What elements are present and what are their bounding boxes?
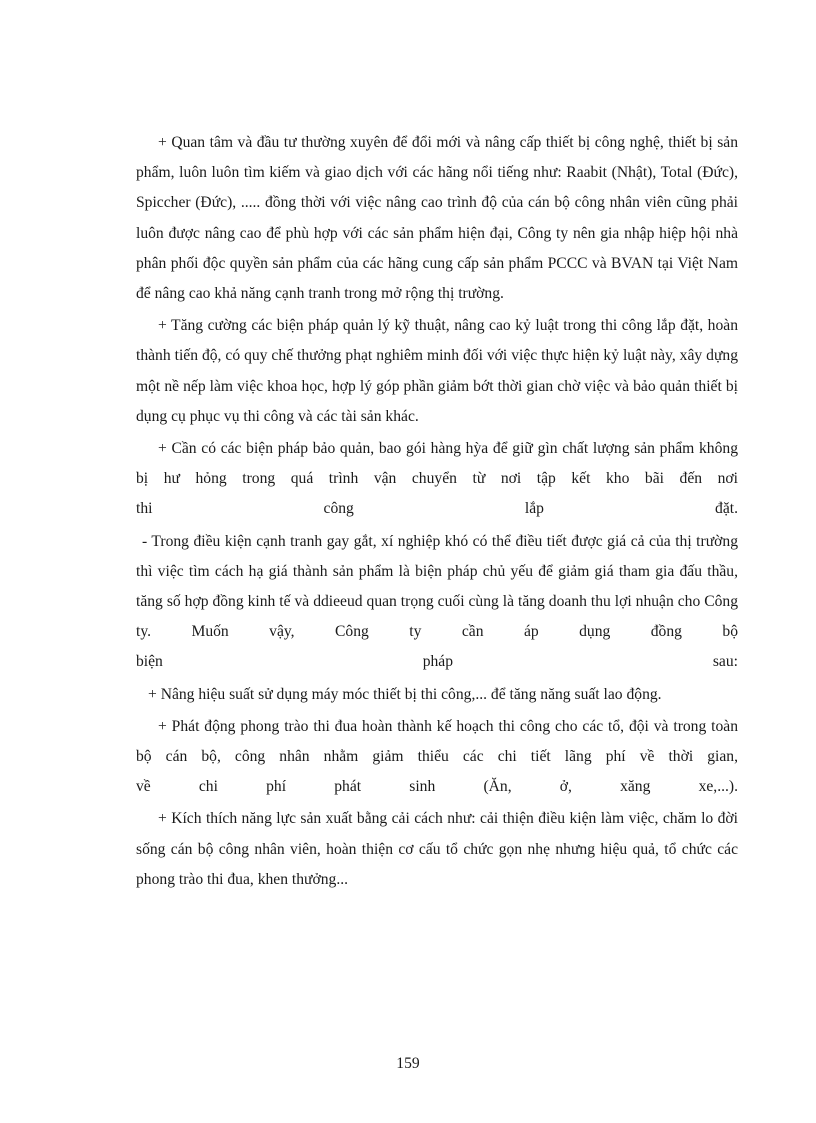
word: pháp xyxy=(422,653,454,671)
paragraph-competition-text: - Trong điều kiện cạnh tranh gay gắt, xí nghiệp khó có thể điều tiết được giá cả của thị trường thì việc tìm cách hạ giá thành sản phẩm là biện pháp chủ yếu để giảm giá tham gia đấu thầu, tăng số hợp đồng kinh tế và ddieeud quan trọng cuối cùng là tăng doanh thu lợi nhuận cho Công ty. Muốn vậy, Công ty cần áp dụng đồng bộ xyxy=(136,532,738,641)
word: (Ăn, xyxy=(483,778,512,796)
paragraph-emulation-last-line xyxy=(136,772,738,802)
paragraph-preservation-last-line xyxy=(136,494,738,524)
word: sau: xyxy=(712,653,738,671)
paragraph-emulation-text: + Phát động phong trào thi đua hoàn thành kế hoạch thi công cho các tổ, đội và trong toàn bộ cán bộ, công nhân nhằm giảm thiểu các chi tiết lãng phí về thời gian, xyxy=(136,717,738,766)
paragraph-equipment-investment: + Quan tâm và đầu tư thường xuyên để đổi mới và nâng cấp thiết bị công nghệ, thiết bị sản phẩm, luôn luôn tìm kiếm và giao dịch với các hãng nổi tiếng như: Raabit (Nhật), Total (Đức), Spiccher (Đức), ..... đồng thời với việc nâng cao trình độ của cán bộ công nhân viên cũng phải luôn được nâng cao để phù hợp với các sản phẩm hiện đại, Công ty nên gia nhập hiệp hội nhà phân phối độc quyền sản phẩm của các hãng cung cấp sản phẩm PCCC và BVAN tại Việt Nam để nâng cao khả năng cạnh tranh trong mở rộng thị trường. xyxy=(136,134,738,303)
word: công xyxy=(323,500,354,518)
word: biện xyxy=(136,653,163,671)
word: thi xyxy=(136,500,153,518)
word: phí xyxy=(266,778,287,796)
word: về xyxy=(136,778,151,796)
word: xăng xyxy=(620,778,651,796)
word: chi xyxy=(198,778,218,796)
word: xe,...). xyxy=(698,778,738,796)
word: phát xyxy=(334,778,362,796)
document-body xyxy=(136,128,738,897)
word: lắp xyxy=(524,500,544,518)
paragraph-machine-efficiency: + Nâng hiệu suất sử dụng máy móc thiết bị thi công,... để tăng năng suất lao động. xyxy=(148,685,662,703)
word: đặt. xyxy=(715,500,738,518)
paragraph-competition xyxy=(136,527,738,678)
paragraph-technical-management: + Tăng cường các biện pháp quản lý kỹ thuật, nâng cao kỷ luật trong thi công lắp đặt, hoàn thành tiến độ, có quy chế thưởng phạt nghiêm minh đối với việc thực hiện kỷ luật này, xây dựng một nề nếp làm việc khoa học, hợp lý góp phần giảm bớt thời gian chờ việc và bảo quản thiết bị dụng cụ phục vụ thi công và các tài sản khác. xyxy=(136,317,738,425)
paragraph-productivity-stimulation: + Kích thích năng lực sản xuất bằng cải cách như: cải thiện điều kiện làm việc, chăm lo đời sống cán bộ công nhân viên, hoàn thiện cơ cấu tổ chức gọn nhẹ nhưng hiệu quả, tổ chức các phong trào thi đua, khen thưởng... xyxy=(136,810,738,888)
paragraph-competition-last-line xyxy=(136,647,738,677)
word: ở, xyxy=(559,778,572,796)
page-number: 159 xyxy=(396,1055,420,1072)
paragraph-emulation-movement xyxy=(136,712,738,803)
word: sinh xyxy=(409,778,436,796)
paragraph-preservation-text: + Cần có các biện pháp bảo quản, bao gói hàng hỳa để giữ gìn chất lượng sản phẩm không bị hư hỏng trong quá trình vận chuyển từ nơi tập kết kho bãi đến nơi xyxy=(136,440,738,488)
paragraph-preservation xyxy=(136,434,738,525)
